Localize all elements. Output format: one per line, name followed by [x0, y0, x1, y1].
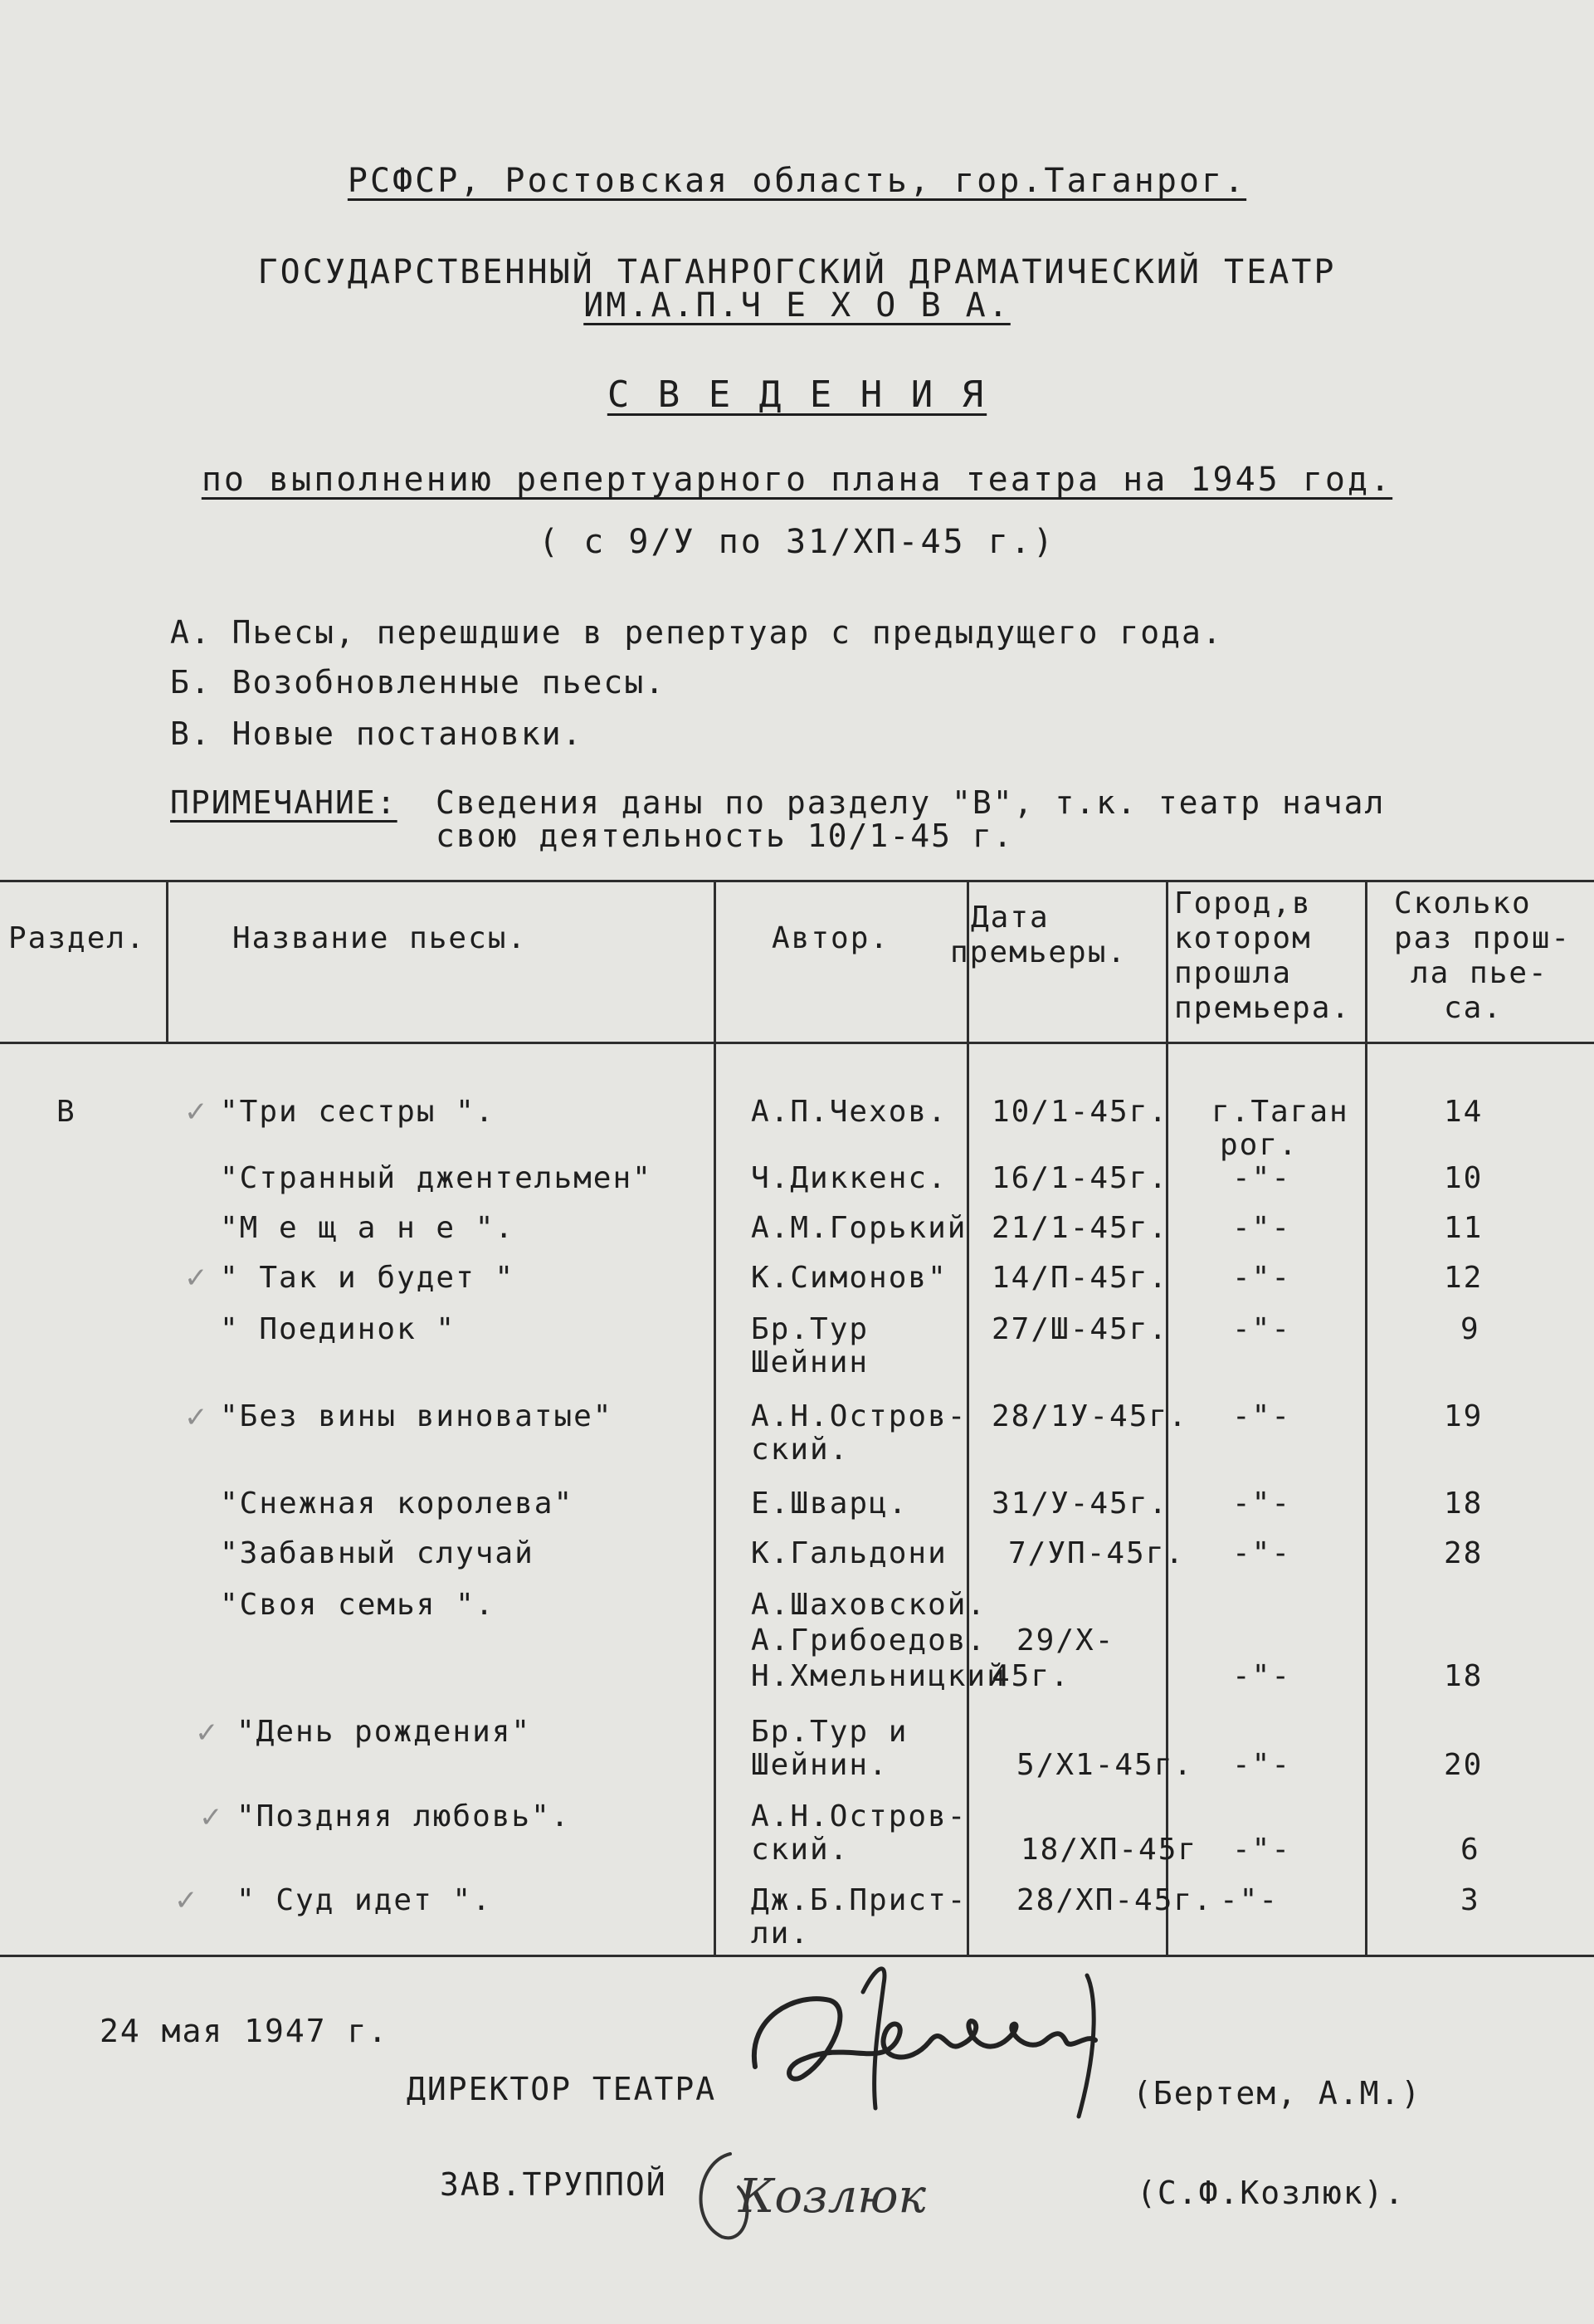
row-count: 9: [1460, 1312, 1480, 1346]
director-signature: [730, 1942, 1162, 2125]
header-count-2: раз прош-: [1394, 921, 1572, 955]
section-a: А. Пьесы, перешдшие в репертуар с предыдущего года.: [170, 614, 1223, 651]
row-city: -"-: [1232, 1261, 1292, 1295]
note-line2: свою деятельность 10/1-45 г.: [436, 818, 1014, 854]
row-date-2: 45г.: [992, 1659, 1070, 1693]
header-city-2: котором: [1174, 921, 1312, 955]
header-count-1: Сколько: [1394, 886, 1532, 920]
row-count: 12: [1444, 1261, 1484, 1295]
row-city-2: рог.: [1220, 1128, 1299, 1162]
header-city-3: прошла: [1174, 956, 1293, 990]
row-city: -"-: [1232, 1399, 1292, 1433]
row-title: "Без вины виноватые": [220, 1399, 613, 1433]
row-author: А.Шаховской.: [751, 1588, 987, 1622]
row-date: 5/Х1-45г.: [1016, 1748, 1194, 1782]
row-date: 18/ХП-45г: [1021, 1833, 1198, 1867]
theatre-name-line1: ГОСУДАРСТВЕННЫЙ ТАГАНРОГСКИЙ ДРАМАТИЧЕСКИЙ ТЕАТР: [257, 253, 1337, 291]
region-line: РСФСР, Ростовская область, гор.Таганрог.: [347, 162, 1247, 200]
troupe-head-signature: [680, 2137, 1046, 2253]
row-count: 28: [1444, 1536, 1484, 1570]
row-count: 19: [1444, 1399, 1484, 1433]
row-date: 21/1-45г.: [992, 1211, 1169, 1245]
header-section: Раздел.: [8, 921, 146, 955]
col-divider: [166, 880, 168, 1042]
check-mark-icon: ✓: [174, 1884, 198, 1917]
check-mark-icon: ✓: [199, 1801, 223, 1834]
row-author: Бр.Тур: [751, 1312, 870, 1346]
row-title: " Так и будет ": [220, 1261, 515, 1295]
header-date-2: премьеры.: [950, 935, 1128, 969]
section-b: Б. Возобновленные пьесы.: [170, 664, 666, 701]
row-author: А.М.Горький: [751, 1211, 968, 1245]
row-date: 27/Ш-45г.: [992, 1312, 1169, 1346]
row-author: Дж.Б.Прист-: [751, 1883, 968, 1917]
document-subtitle: по выполнению репертуарного плана театра на 1945 год.: [201, 461, 1393, 499]
row-count: 14: [1444, 1095, 1484, 1129]
row-title: "М е щ а н е ".: [220, 1211, 515, 1245]
row-title: "Поздняя любовь".: [236, 1799, 571, 1833]
row-author-2: Шейнин.: [751, 1748, 889, 1782]
header-author: Автор.: [772, 921, 890, 955]
check-mark-icon: ✓: [184, 1096, 208, 1129]
troupe-head-name: (С.Ф.Козлюк).: [1137, 2175, 1406, 2211]
row-count: 3: [1460, 1883, 1480, 1917]
director-name: (Бертем, А.М.): [1133, 2075, 1422, 2112]
troupe-signature-text: Козлюк: [739, 2170, 926, 2224]
row-title: "Странный джентельмен": [220, 1161, 652, 1195]
document-date: 24 мая 1947 г.: [100, 2013, 389, 2049]
row-city: -"-: [1232, 1487, 1292, 1521]
row-title: "День рождения": [236, 1715, 532, 1749]
row-city: г.Таган: [1211, 1095, 1349, 1129]
row-count: 18: [1444, 1487, 1484, 1521]
row-city: -"-: [1232, 1748, 1292, 1782]
row-city: -"-: [1232, 1211, 1292, 1245]
header-title: Название пьесы.: [232, 921, 528, 955]
row-author: А.Н.Остров-: [751, 1799, 968, 1833]
row-count: 20: [1444, 1748, 1484, 1782]
row-city: -"-: [1232, 1161, 1292, 1195]
row-city: -"-: [1232, 1536, 1292, 1570]
row-title: " Суд идет ".: [236, 1883, 492, 1917]
row-date: 10/1-45г.: [992, 1095, 1169, 1129]
row-author-2: Шейнин: [751, 1345, 870, 1379]
col-divider: [1365, 880, 1367, 1955]
row-city: -"-: [1232, 1833, 1292, 1867]
row-title: "Три сестры ".: [220, 1095, 495, 1129]
table-top-rule: [0, 880, 1594, 882]
row-date: 31/У-45г.: [992, 1487, 1169, 1521]
section-value: В: [56, 1095, 76, 1129]
row-author-2: ский.: [751, 1833, 850, 1867]
col-divider: [967, 880, 969, 1955]
section-c: В. Новые постановки.: [170, 715, 583, 752]
row-author-2: А.Грибоедов.: [751, 1623, 987, 1658]
row-city: -"-: [1232, 1659, 1292, 1693]
row-title: "Снежная королева": [220, 1487, 574, 1521]
header-date-1: Дата: [971, 901, 1050, 935]
row-date: 14/П-45г.: [992, 1261, 1169, 1295]
row-title: "Своя семья ".: [220, 1588, 495, 1622]
row-count: 11: [1444, 1211, 1484, 1245]
header-city-4: премьера.: [1174, 991, 1352, 1025]
row-count: 18: [1444, 1659, 1484, 1693]
row-date: 28/ХП-45г.: [1016, 1883, 1213, 1917]
row-title: " Поединок ": [220, 1312, 456, 1346]
director-label: ДИРЕКТОР ТЕАТРА: [407, 2071, 717, 2107]
row-author: А.Н.Остров-: [751, 1399, 968, 1433]
row-author: К.Гальдони: [751, 1536, 948, 1570]
document-title: С В Е Д Е Н И Я: [607, 374, 987, 416]
row-author: А.П.Чехов.: [751, 1095, 948, 1129]
row-author: Бр.Тур и: [751, 1715, 909, 1749]
table-header-rule: [0, 1042, 1594, 1044]
row-city: -"-: [1220, 1883, 1280, 1917]
note-line1: Сведения даны по разделу "В", т.к. театр начал: [436, 784, 1386, 821]
row-author: Е.Шварц.: [751, 1487, 909, 1521]
row-title: "Забавный случай: [220, 1536, 534, 1570]
row-date: 29/Х-: [1016, 1623, 1115, 1658]
row-author-2: ский.: [751, 1433, 850, 1467]
header-city-1: Город,в: [1174, 886, 1312, 920]
note-label: ПРИМЕЧАНИЕ:: [170, 784, 397, 821]
row-date: 28/1У-45г.: [992, 1399, 1188, 1433]
row-author-2: ли.: [751, 1916, 811, 1950]
row-date: 16/1-45г.: [992, 1161, 1169, 1195]
row-author: К.Симонов": [751, 1261, 948, 1295]
row-count: 10: [1444, 1161, 1484, 1195]
check-mark-icon: ✓: [184, 1262, 208, 1295]
check-mark-icon: ✓: [184, 1401, 208, 1434]
troupe-head-label: ЗАВ.ТРУППОЙ: [440, 2166, 667, 2203]
row-count: 6: [1460, 1833, 1480, 1867]
row-author-3: Н.Хмельницкий: [751, 1659, 1007, 1693]
check-mark-icon: ✓: [195, 1716, 219, 1750]
header-count-4: са.: [1444, 991, 1504, 1025]
period: ( с 9/У по 31/ХП-45 г.): [539, 523, 1055, 561]
row-author: Ч.Диккенс.: [751, 1161, 948, 1195]
header-count-3: ла пье-: [1411, 956, 1548, 990]
row-date: 7/УП-45г.: [1008, 1536, 1186, 1570]
col-divider: [714, 880, 716, 1955]
row-city: -"-: [1232, 1312, 1292, 1346]
theatre-name-line2: ИМ.А.П.Ч Е Х О В А.: [583, 286, 1011, 325]
